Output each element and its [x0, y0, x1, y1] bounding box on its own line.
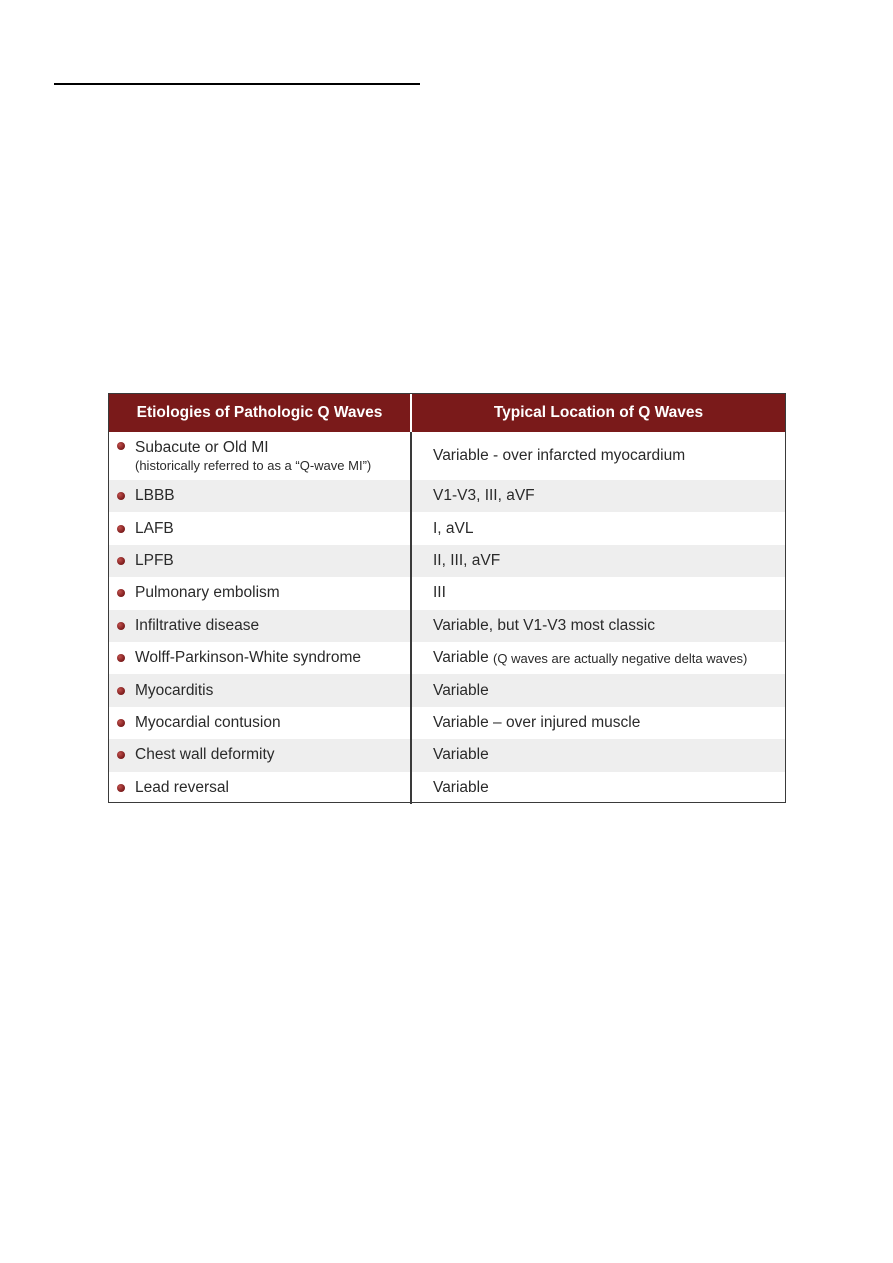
- bullet-icon: [117, 654, 125, 662]
- bullet-icon: [117, 719, 125, 727]
- table-row: [109, 642, 785, 674]
- etiology-note: (historically referred to as a “Q-wave MI”): [135, 457, 372, 473]
- title-underline: [54, 83, 420, 85]
- bullet-icon: [117, 525, 125, 533]
- etiology-text: LBBB: [135, 487, 175, 505]
- table-header: [109, 394, 785, 432]
- table-row: [109, 772, 785, 804]
- etiology-cell: [109, 674, 412, 706]
- etiology-cell: [109, 480, 412, 512]
- etiology-text: Subacute or Old MI: [135, 439, 269, 457]
- header-location: Typical Location of Q Waves: [493, 404, 704, 421]
- location-cell: Variable – over injured muscle: [433, 713, 641, 731]
- table-row: [109, 610, 785, 642]
- location-cell: Variable, but V1-V3 most classic: [433, 616, 655, 634]
- table-row: [109, 577, 785, 609]
- table-row: [109, 432, 785, 480]
- location-cell: V1-V3, III, aVF: [433, 487, 535, 505]
- etiology-cell: [109, 642, 412, 674]
- bullet-icon: [117, 557, 125, 565]
- etiology-text: Wolff-Parkinson-White syndrome: [135, 649, 361, 667]
- etiology-text: Myocarditis: [135, 681, 214, 699]
- bullet-icon: [117, 687, 125, 695]
- table-row: [109, 480, 785, 512]
- location-cell: III: [433, 584, 446, 602]
- bullet-icon: [117, 492, 125, 500]
- etiology-cell: [109, 772, 412, 804]
- bullet-icon: [117, 589, 125, 597]
- etiology-cell: [109, 577, 412, 609]
- etiology-cell: [109, 545, 412, 577]
- bullet-icon: [117, 442, 125, 450]
- table-row: [109, 739, 785, 771]
- etiology-cell: [109, 739, 412, 771]
- etiology-cell: [109, 512, 412, 544]
- etiology-text: Lead reversal: [135, 778, 229, 796]
- q-waves-table: [108, 393, 786, 803]
- bullet-icon: [117, 784, 125, 792]
- location-cell: [412, 642, 785, 674]
- location-cell: I, aVL: [433, 519, 474, 537]
- table-body: [109, 432, 785, 804]
- etiology-text: LPFB: [135, 551, 174, 569]
- table-row: [109, 545, 785, 577]
- location-cell: Variable: [433, 778, 489, 796]
- table-row: [109, 674, 785, 706]
- header-etiology: Etiologies of Pathologic Q Waves: [109, 394, 412, 432]
- etiology-cell: [109, 432, 412, 480]
- location-cell: Variable - over infarcted myocardium: [433, 447, 686, 464]
- bullet-icon: [117, 622, 125, 630]
- etiology-text: Chest wall deformity: [135, 746, 275, 764]
- etiology-cell: [109, 707, 412, 739]
- location-cell: II, III, aVF: [433, 551, 501, 569]
- bullet-icon: [117, 751, 125, 759]
- etiology-text: Pulmonary embolism: [135, 584, 280, 602]
- etiology-cell: [109, 610, 412, 642]
- etiology-text: Myocardial contusion: [135, 713, 281, 731]
- table-row: [109, 707, 785, 739]
- location-text: Variable: [433, 649, 489, 667]
- etiology-text: LAFB: [135, 519, 174, 537]
- table-row: [109, 512, 785, 544]
- location-cell: Variable: [433, 681, 489, 699]
- etiology-text: Infiltrative disease: [135, 616, 260, 634]
- location-cell: Variable: [433, 746, 489, 764]
- location-note: (Q waves are actually negative delta waves): [493, 650, 748, 666]
